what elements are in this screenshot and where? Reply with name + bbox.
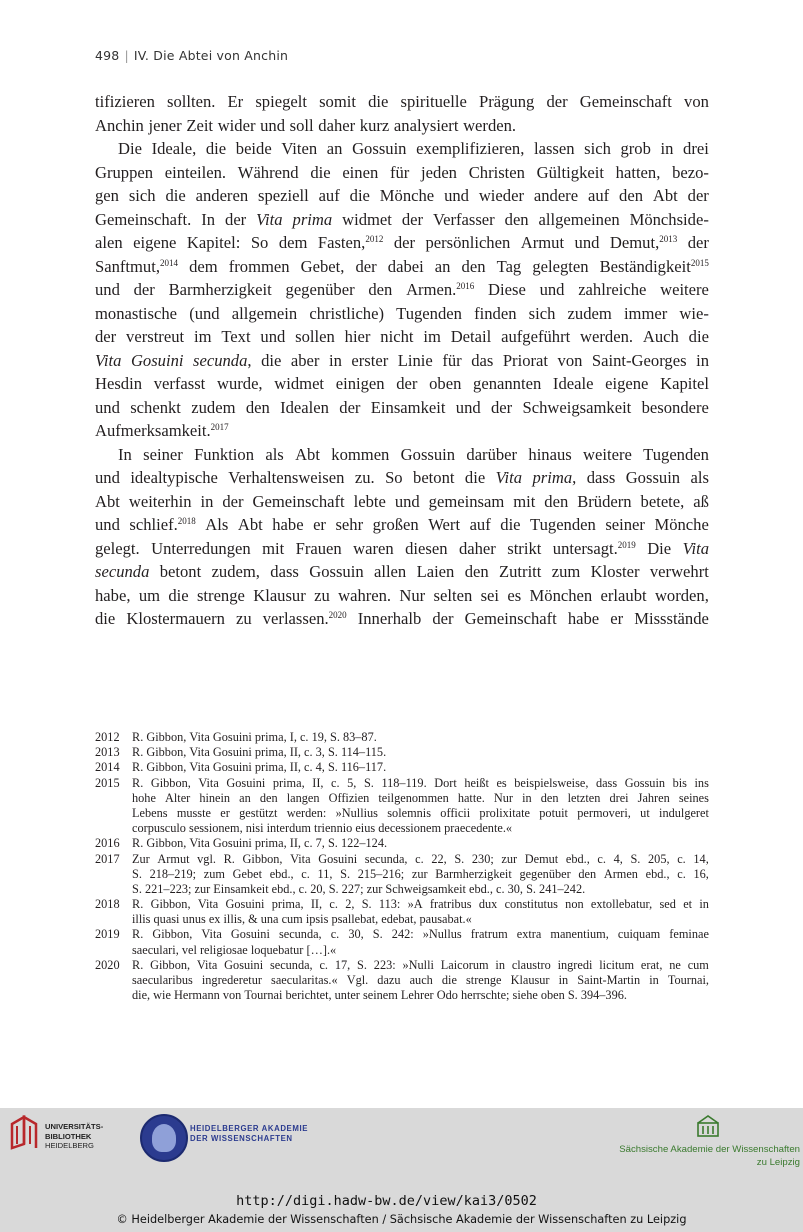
body-line: Vita Gosuini secunda, die aber in erster Linie für das Priorat von Saint-Georges in (95, 350, 709, 370)
footnote-number: 2013 (95, 745, 120, 760)
running-header (95, 48, 288, 63)
footnote (95, 730, 709, 745)
footnote (95, 852, 709, 898)
hadw-line2: DER WISSENSCHAFTEN (190, 1134, 293, 1143)
body-line: und schenkt zudem den Idealen der Einsamkeit und der Schweigsamkeit besondere (95, 397, 709, 417)
footnote-number: 2018 (95, 897, 120, 912)
body-line: In seiner Funktion als Abt kommen Gossuin darüber hinaus weitere Tugenden (118, 444, 709, 464)
footnote (95, 958, 709, 1004)
footnote (95, 760, 709, 775)
body-line: tifizieren sollten. Er spiegelt somit die spirituelle Prägung der Gemeinschaft von (95, 92, 709, 111)
footnote-ref[interactable]: 2019 (617, 539, 636, 550)
body-line: der verstreut im Text und sollen hier nicht im Detail aufgeführt werden. Auch die (95, 327, 709, 346)
body-line: monastische (und allgemein christliche) Tugenden finden sich zudem immer wie- (95, 303, 709, 323)
ub-line3: HEIDELBERG (45, 1141, 94, 1150)
hadw-name (190, 1124, 308, 1144)
body-line: Die Ideale, die beide Viten an Gossuin exemplifizieren, lassen sich grob in drei (118, 139, 709, 158)
footnote-number: 2017 (95, 851, 120, 866)
footer-bar (0, 1108, 803, 1232)
saw-name (560, 1143, 800, 1169)
header-separator: | (124, 48, 129, 63)
saw-building-icon (696, 1114, 720, 1138)
body-line: alen eigene Kapitel: So dem Fasten,$^{2012}$ der persönlichen Armut und Demut,$^{2013}$ der (95, 233, 709, 252)
footnote (95, 897, 709, 927)
footnote-number: 2019 (95, 927, 120, 942)
footnote (95, 776, 709, 837)
body-line: Anchin jener Zeit wider und soll daher kurz analysiert werden. (95, 115, 517, 135)
footnote-text: R. Gibbon, Vita Gosuini prima, II, c. 5, S. 118–119. Dort heißt es beispielsweise, dass Gossuin bis ins hohe Alter hinein an den langen Offizien teilgenommen hatte. Nur in den letzten drei Jahren seines Lebens musste er gestützt werden: »Nullius solemnis officii prolixitate potuit permoveri, ut indulgeret corpusculo sessionem, nisi interdum triennio eius decessionem praecedente.« (132, 775, 709, 836)
footnote-number: 2014 (95, 760, 120, 775)
footnote-text: R. Gibbon, Vita Gosuini prima, II, c. 3, S. 114–115. (132, 745, 387, 760)
footnote-ref[interactable]: 2017 (210, 422, 229, 432)
footnote-text: R. Gibbon, Vita Gosuini secunda, c. 17, S. 223: »Nulli Laicorum in claustro ingredi licitum erat, ne cum saecularibus ingrederetur saecularitas.« Vgl. dazu auch die strenge Klausur in Saint-Martin in Tournai, die, wie Hermann von Tournai berichtet, unter seinem Lehrer Odo herrschte; siehe oben S. 394–396. (132, 957, 709, 1003)
hadw-line1: HEIDELBERGER AKADEMIE (190, 1124, 309, 1133)
footnote-number: 2012 (95, 730, 120, 744)
body-line: Sanftmut,$^{2014}$ dem frommen Gebet, der dabei an den Tag gelegten Beständigkeit$^{2015}$ (95, 256, 709, 276)
footnote-text: Zur Armut vgl. R. Gibbon, Vita Gosuini secunda, c. 22, S. 230; zur Demut ebd., c. 4, S. 205, c. 14, S. 218–219; zum Gebet ebd., c. 11, S. 215–216; zur Barmherzigkeit gegenüber den Armen ebd., c. 16, S. 221–223; zur Einsamkeit ebd., c. 20, S. 227; zur Schweigsamkeit ebd., c. 30, S. 241–242. (132, 851, 709, 896)
footnote (95, 836, 709, 851)
footnote (95, 745, 709, 760)
body-line: und idealtypische Verhaltensweisen zu. So betont die Vita prima, dass Gossuin als (95, 468, 709, 487)
body-line: und der Barmherzigkeit gegenüber den Armen.$^{2016}$ Diese und zahlreiche weitere (95, 280, 709, 299)
chapter-title: IV. Die Abtei von Anchin (133, 48, 289, 63)
footnote-text: R. Gibbon, Vita Gosuini prima, II, c. 4, S. 116–117. (132, 760, 387, 775)
copyright-notice: © Heidelberger Akademie der Wissenschaften / Sächsische Akademie der Wissenschaften zu Leipzig (116, 1213, 687, 1226)
ub-heidelberg-logo (8, 1114, 42, 1150)
hadw-seal-icon (140, 1114, 188, 1162)
footnote-text: R. Gibbon, Vita Gosuini secunda, c. 30, S. 242: »Nullus fratrum extra manentium, cuiquam feminae saeculari, vel religiosae loquebatur […].« (132, 927, 709, 957)
ub-heidelberg-name (45, 1122, 103, 1151)
footnote-ref[interactable]: 2014 (160, 257, 178, 268)
footnote-ref[interactable]: 2012 (365, 234, 384, 244)
body-line: gelegt. Unterredungen mit Frauen waren diesen daher strikt untersagt.$^{2019}$ Die Vita (95, 538, 709, 558)
body-text (95, 90, 709, 631)
body-line: habe, um die strenge Klausur zu wahren. Nur selten sei es Mönchen erlaubt worden, (95, 585, 709, 605)
footnote-number: 2015 (95, 775, 120, 790)
ub-line2: BIBLIOTHEK (45, 1131, 92, 1141)
body-line: Abt weiterhin in der Gemeinschaft lebte und gemeinsam mit den Brüdern betete, aß (95, 491, 709, 511)
footnote-ref[interactable]: 2020 (328, 610, 347, 620)
body-line: gen sich die anderen speziell auf die Mönche und wieder andere auf den Abt der (95, 186, 709, 205)
footnote-number: 2020 (95, 957, 120, 972)
footnote-ref[interactable]: 2018 (177, 516, 196, 526)
footnote-text: R. Gibbon, Vita Gosuini prima, I, c. 19, S. 83–87. (132, 730, 377, 744)
saw-line2: zu Leipzig (756, 1157, 800, 1168)
source-url[interactable]: http://digi.hadw-bw.de/view/kai3/0502 (236, 1193, 537, 1209)
footnote-number: 2016 (95, 836, 120, 851)
body-line: und schlief.$^{2018}$ Als Abt habe er sehr großen Wert auf die Tugenden seiner Mönche (95, 515, 709, 534)
page-number: 498 (95, 48, 120, 63)
footnote-ref[interactable]: 2013 (659, 234, 678, 244)
saw-line1: Sächsische Akademie der Wissenschaften (619, 1144, 800, 1155)
body-line: Gruppen einteilen. Während die einen für jeden Christen Gültigkeit hatten, bezo- (95, 162, 709, 182)
footnote-text: R. Gibbon, Vita Gosuini prima, II, c. 2, S. 113: »A fratribus dux constitutus non extollebatur, sed et in illis quasi unus ex illis, & una cum ipsis psallebat, edebat, pausabat.« (132, 897, 709, 927)
body-line: Aufmerksamkeit.$^{2017}$ (95, 421, 229, 440)
body-line: Hesdin verfasst wurde, widmet einigen der oben genannten Ideale eigene Kapitel (95, 374, 709, 393)
body-line: Gemeinschaft. In der Vita prima widmet der Verfasser den allgemeinen Mönchside- (95, 209, 709, 229)
footnote-text: R. Gibbon, Vita Gosuini prima, II, c. 7, S. 122–124. (132, 836, 388, 851)
footnote-ref[interactable]: 2016 (456, 281, 475, 291)
footnotes (95, 730, 709, 1003)
ub-line1: UNIVERSITÄTS- (45, 1122, 104, 1131)
body-line: die Klostermauern zu verlassen.$^{2020}$ Innerhalb der Gemeinschaft habe er Missstände (95, 609, 709, 628)
body-line: secunda betont zudem, dass Gossuin allen Laien den Zutritt zum Kloster verwehrt (95, 562, 709, 581)
footnote-ref[interactable]: 2015 (690, 257, 709, 268)
footnote (95, 927, 709, 957)
